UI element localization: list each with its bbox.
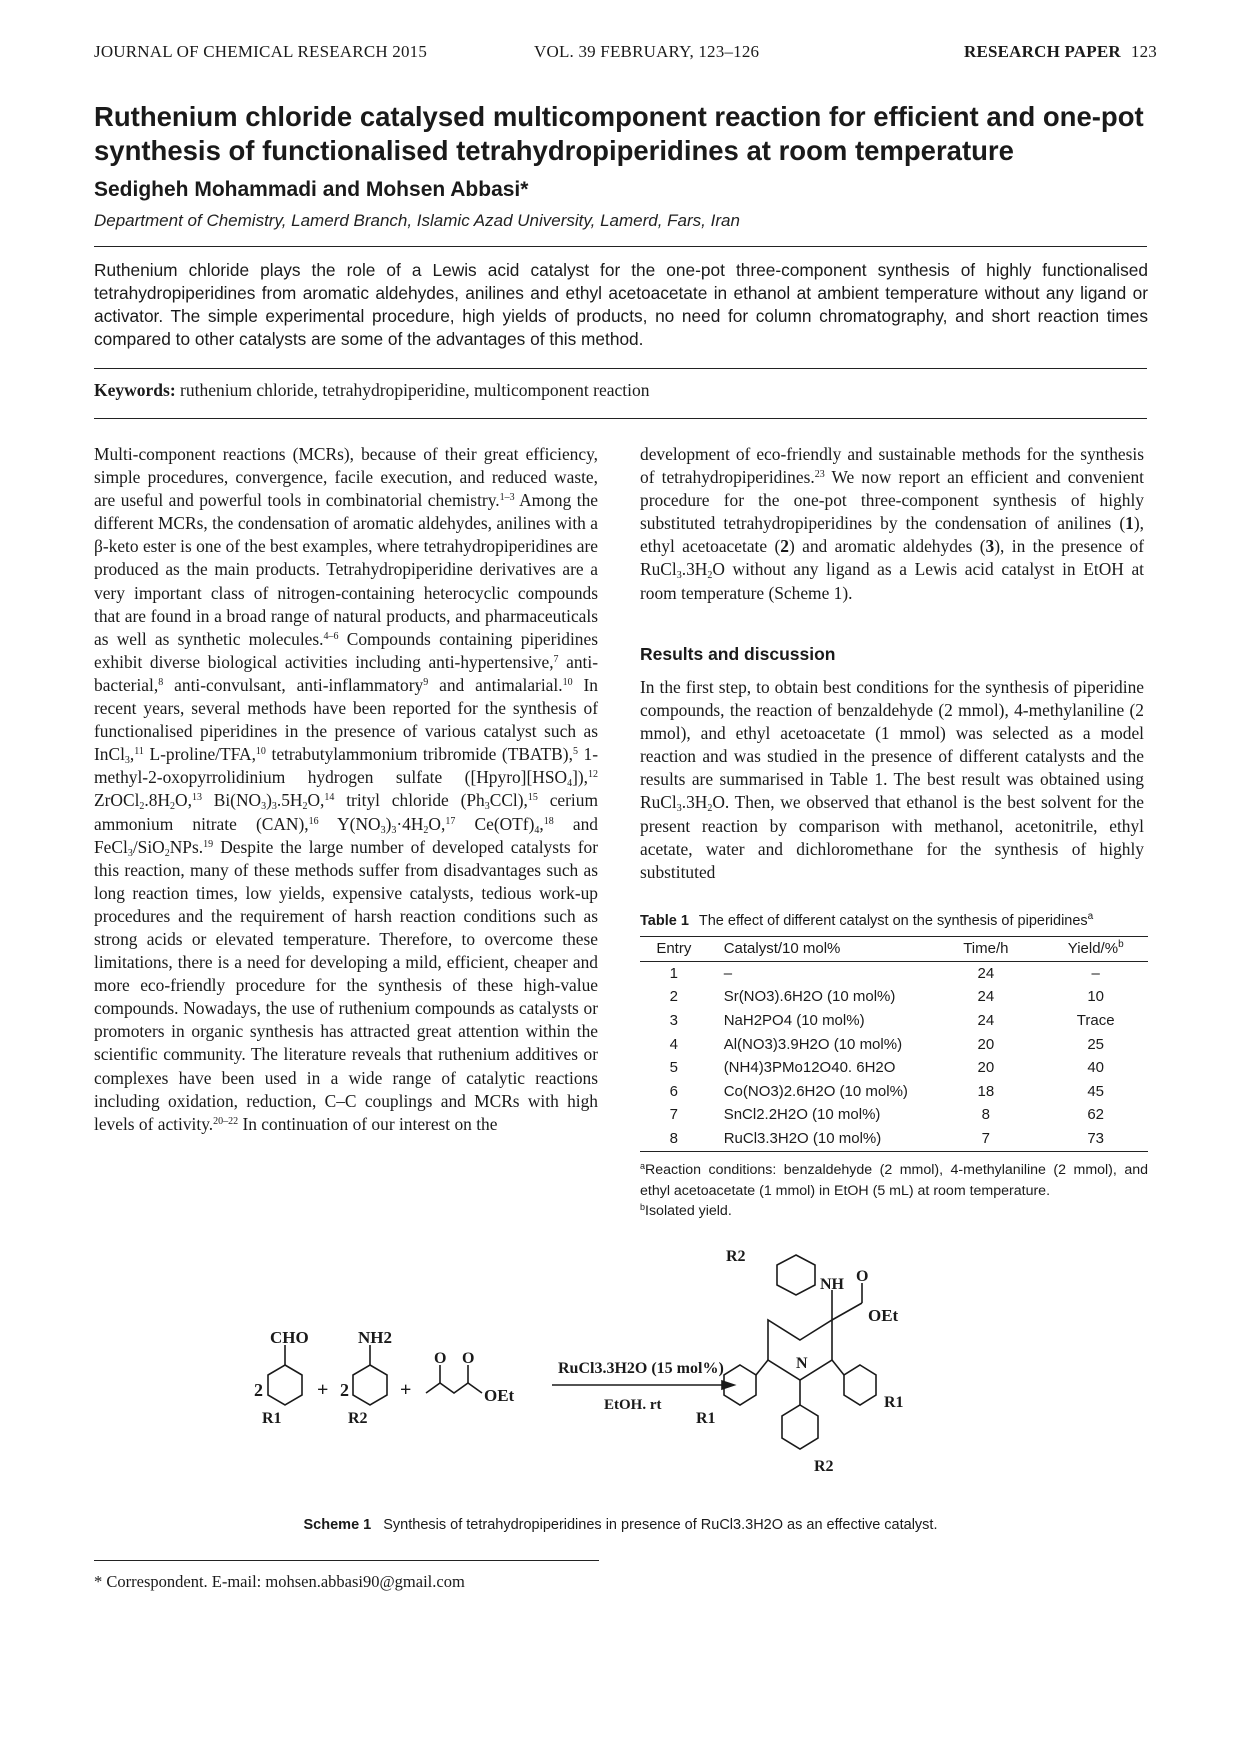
aniline-nh2-label: NH2 [358, 1328, 392, 1347]
product-right-r1-label: R1 [884, 1394, 904, 1411]
rule-above-keywords [94, 368, 1147, 369]
affiliation: Department of Chemistry, Lamerd Branch, Islamic Azad University, Lamerd, Fars, Iran [94, 211, 740, 230]
table-body [640, 962, 1148, 1152]
entry-cell: 5 [669, 1059, 679, 1077]
product-carbonyl-o-label: O [856, 1268, 869, 1285]
product-oet-label: OEt [868, 1306, 899, 1325]
plus-sign-2: + [400, 1379, 412, 1401]
keywords-text: ruthenium chloride, tetrahydropiperidine, multicomponent reaction [180, 380, 650, 400]
table-row [640, 1009, 1148, 1033]
table-header-row [640, 937, 1148, 962]
eaa-ester-o-label: O [462, 1350, 475, 1367]
aldehyde-r1-label: R1 [262, 1410, 282, 1427]
time-cell: 24 [977, 1011, 995, 1029]
aldehyde-cho-label: CHO [270, 1328, 309, 1347]
time-cell: 7 [928, 1127, 1043, 1151]
body-column-left [94, 443, 598, 1136]
reaction-arrow [552, 1360, 734, 1413]
rule-above-abstract [94, 246, 1147, 247]
yield-cell: 73 [1043, 1127, 1148, 1151]
col-entry-header: Entry [640, 937, 708, 962]
time-cell: 24 [977, 964, 995, 982]
article-type: RESEARCH PAPER [963, 42, 1121, 61]
col-yield-header-text: Yield/% [1067, 940, 1119, 957]
journal-name: JOURNAL OF CHEMICAL RESEARCH 2015 [94, 42, 428, 61]
abstract: Ruthenium chloride plays the role of a Lewis acid catalyst for the one-pot three-component synthesis of highly functionalised tetrahydropiperidines from aromatic aldehydes, anilines and ethyl acetoacetate in ethanol at ambient temperature without any ligand or activator. The simple experimental procedure, high yields of products, no need for column chromatography, and short reaction times compared to other catalysts are some of the advantages of this method. [94, 260, 1148, 349]
intro-paragraph-continued: development of eco-friendly and sustainable methods for the synthesis of tetrahydropiperidines.$^{23}$ We now report an efficient and convenient procedure for the one-pot three-component synthesis of highly substituted tetrahydropiperidines by the condensation of anilines (1), ethyl acetoacetate (2) and aromatic aldehydes (3), in the presence of $RuCl_3.3H_2O$ without any ligand as a Lewis acid catalyst in EtOH at room temperature (Scheme 1). [640, 444, 1144, 603]
article-type-page [964, 42, 1157, 62]
table-note-b: $^b$Isolated yield. [640, 1202, 732, 1219]
time-cell: 20 [977, 1059, 995, 1077]
table-label: Table 1 [640, 913, 689, 929]
product-ester-bond [832, 1303, 862, 1320]
time-cell: 8 [981, 1106, 991, 1124]
catalyst-cell: SnCl2.2H2O (10 mol%) [723, 1106, 881, 1124]
scheme-caption [0, 1517, 1241, 1533]
table-caption [640, 913, 1150, 929]
scheme-label: Scheme 1 [303, 1517, 372, 1533]
entry-cell: 2 [669, 988, 679, 1006]
authors: Sedigheh Mohammadi and Mohsen Abbasi* [94, 178, 529, 201]
catalyst-cell: Sr(NO3).6H2O (10 mol%) [723, 988, 896, 1006]
scheme-caption-text: Synthesis of tetrahydropiperidines in presence of RuCl3.3H2O as an effective catalyst. [383, 1517, 938, 1533]
table-row [640, 1127, 1148, 1151]
product-top-aryl-ring [777, 1255, 815, 1295]
keywords [94, 380, 649, 401]
page-number: 123 [1130, 42, 1157, 61]
product-nh-label: NH [820, 1276, 844, 1293]
col-time-header: Time/h [928, 937, 1043, 962]
col-yield-header [1043, 937, 1148, 962]
table-notes [640, 1160, 1148, 1222]
aniline-structure [340, 1328, 392, 1427]
time-cell: 20 [977, 1035, 995, 1053]
yield-cell: 62 [1087, 1106, 1105, 1124]
table-row [640, 1080, 1148, 1104]
running-head [94, 42, 1157, 64]
eaa-skeleton [426, 1383, 482, 1393]
catalyst-cell: – [723, 964, 733, 982]
aldehyde-ring [268, 1365, 302, 1405]
yield-cell: Trace [1076, 1011, 1115, 1029]
footnote-rule [94, 1560, 599, 1561]
product-n-aryl-ring [782, 1405, 818, 1449]
plus-sign-1: + [317, 1379, 329, 1401]
yield-cell: 25 [1087, 1035, 1105, 1053]
product-left-aryl-bond [756, 1360, 768, 1375]
table-note-a-text: Reaction conditions: benzaldehyde (2 mmol), 4-methylaniline (2 mmol), and ethyl acetoacetate (1 mmol) in EtOH (5 mL) at room temperature. [640, 1162, 1148, 1199]
entry-cell: 4 [669, 1035, 679, 1053]
aniline-ring [353, 1365, 387, 1405]
table-row [640, 1033, 1148, 1057]
catalyst-cell: RuCl3.3H2O (10 mol%) [708, 1127, 929, 1151]
ethyl-acetoacetate-structure [426, 1350, 515, 1405]
issue-info: VOL. 39 FEBRUARY, 123–126 [534, 42, 760, 61]
eaa-ketone-o-label: O [434, 1350, 447, 1367]
entry-cell: 3 [669, 1011, 679, 1029]
aldehyde-structure [254, 1328, 309, 1427]
correspondence-footnote: * Correspondent. E-mail: mohsen.abbasi90@gmail.com [94, 1572, 465, 1591]
yield-cell: 10 [1087, 988, 1105, 1006]
product-left-r1-label: R1 [696, 1410, 716, 1427]
table-note-a: $^a$Reaction conditions: benzaldehyde (2 mmol), 4-methylaniline (2 mmol), and ethyl acetoacetate (1 mmol) in EtOH (5 mL) at room temperature. [640, 1161, 1148, 1199]
entry-cell: 1 [669, 964, 679, 982]
rule-below-keywords [94, 418, 1147, 419]
table-row [640, 986, 1148, 1010]
keywords-label: Keywords: [94, 380, 176, 400]
results-paragraph: In the first step, to obtain best conditions for the synthesis of piperidine compounds, the reaction of benzaldehyde (2 mmol), 4-methylaniline (2 mmol), and ethyl acetoacetate (1 mmol) was selected as a model reaction and was studied in the presence of different catalysts and the results are summarised in Table 1. The best result was obtained using $RuCl_3.3H_2O$. Then, we observed that ethanol is the best solvent for the present reaction by comparison with methanol, acetonitrile, ethyl acetate, water and dichloromethane for the synthesis of highly substituted [640, 677, 1144, 882]
eaa-oet-label: OEt [484, 1386, 515, 1405]
catalyst-cell: Al(NO3)3.9H2O (10 mol%) [723, 1035, 903, 1053]
col-catalyst-header: Catalyst/10 mol% [708, 937, 929, 962]
catalyst-cell: Co(NO3)2.6H2O (10 mol%) [723, 1082, 908, 1100]
yield-cell: 45 [1087, 1082, 1105, 1100]
entry-cell: 8 [640, 1127, 708, 1151]
catalyst-table [640, 936, 1148, 1152]
time-cell: 24 [977, 988, 995, 1006]
yield-cell: 40 [1087, 1059, 1105, 1077]
table-row [640, 1104, 1148, 1128]
product-bottom-r2-label: R2 [814, 1458, 834, 1475]
product-n-label: N [796, 1355, 808, 1372]
product-structure [696, 1248, 904, 1475]
table-row [640, 962, 1148, 986]
catalyst-cell: NaH2PO4 (10 mol%) [723, 1011, 865, 1029]
results-paragraph-column [640, 676, 1144, 884]
table-caption-text: The effect of different catalyst on the synthesis of piperidines [698, 913, 1088, 929]
yield-cell: – [1091, 964, 1100, 982]
product-right-aryl-ring [844, 1365, 876, 1405]
intro-paragraph: Multi-component reactions (MCRs), because of their great efficiency, simple procedures, convergence, facile execution, and reduced waste, are useful and powerful tools in combinatorial chemistry.$^{1-3}$ Among the different MCRs, the condensation of aromatic aldehydes, anilines with a β-keto ester is one of the best examples, where tetrahydropiperidines are produced as the main products. Tetrahydropiperidine derivatives are a very important class of nitrogen-containing heterocyclic compounds that are found in a broad range of natural products, and pharmaceuticals as well as synthetic molecules.$^{4-6}$ Compounds containing piperidines exhibit diverse biological activities including anti-hypertensive,$^7$ anti-bacterial,$^8$ anti-convulsant, anti-inflammatory$^9$ and antimalarial.$^{10}$ In recent years, several methods have been reported for the synthesis of functionalised piperidines in the presence of various catalyst such as InCl$_3$,$^{11}$ L-proline/TFA,$^{10}$ tetrabutylammonium tribromide (TBATB),$^5$ 1-methyl-2-oxopyrrolidinium hydrogen sulfate $([Hpyro][HSO_4]),^{12}$ $ZrOCl_2.8H_2O,^{13}$ $Bi(NO_3)_3.5H_2O,^{14}$ trityl chloride $(Ph_3CCl),^{15}$ cerium ammonium nitrate (CAN),$^{16}$ $Y(NO_3)_3\cdot 4H_2O,^{17}$ $Ce(OTf)_4,^{18}$ and FeCl$_3$/SiO$_2$NPs.$^{19}$ Despite the large number of developed catalysts for this reaction, many of these methods suffer from disadvantages such as long reaction times, low yields, expensive catalysts, tedious work-up procedures and the requirement of harsh reaction conditions such as strong acids or elevated temperature. Therefore, to overcome these limitations, there is a need for developing a mild, efficient, cheaper and more eco-friendly procedure for the synthesis of these high-value compounds. Nowadays, the use of ruthenium compounds as catalysts or promoters in organic synthesis has attracted great attention within the scientific community. The literature reveals that ruthenium additives or complexes have been used in a wide range of catalytic reactions including oxidation, reduction, C–C couplings and MCRs with high levels of activity.$^{20-22}$ In continuation of our interest on the [94, 444, 599, 1134]
table-caption-mark: a [1087, 911, 1094, 922]
entry-cell: 7 [669, 1106, 679, 1124]
aniline-r2-label: R2 [348, 1410, 368, 1427]
conditions-label: EtOH. rt [604, 1397, 662, 1413]
article-title: Ruthenium chloride catalysed multicomponent reaction for efficient and one-pot synthesis of functionalised tetrahydropiperidines at room temperature [94, 101, 1144, 166]
catalyst-cell: (NH4)3PMo12O40. 6H2O [723, 1059, 896, 1077]
col-yield-mark: b [1118, 939, 1124, 950]
product-right-aryl-bond [832, 1360, 844, 1375]
body-column-right [640, 443, 1144, 605]
aniline-coefficient: 2 [340, 1380, 349, 1400]
table-row [640, 1056, 1148, 1080]
product-top-r2-label: R2 [726, 1248, 746, 1265]
results-heading: Results and discussion [640, 644, 836, 664]
reagent-label: RuCl3.3H2O (15 mol%) [558, 1360, 724, 1377]
entry-cell: 6 [669, 1082, 679, 1100]
time-cell: 18 [977, 1082, 995, 1100]
table-note-b-text: Isolated yield. [645, 1203, 732, 1219]
aldehyde-coefficient: 2 [254, 1380, 263, 1400]
scheme-1-diagram [240, 1248, 1000, 1505]
